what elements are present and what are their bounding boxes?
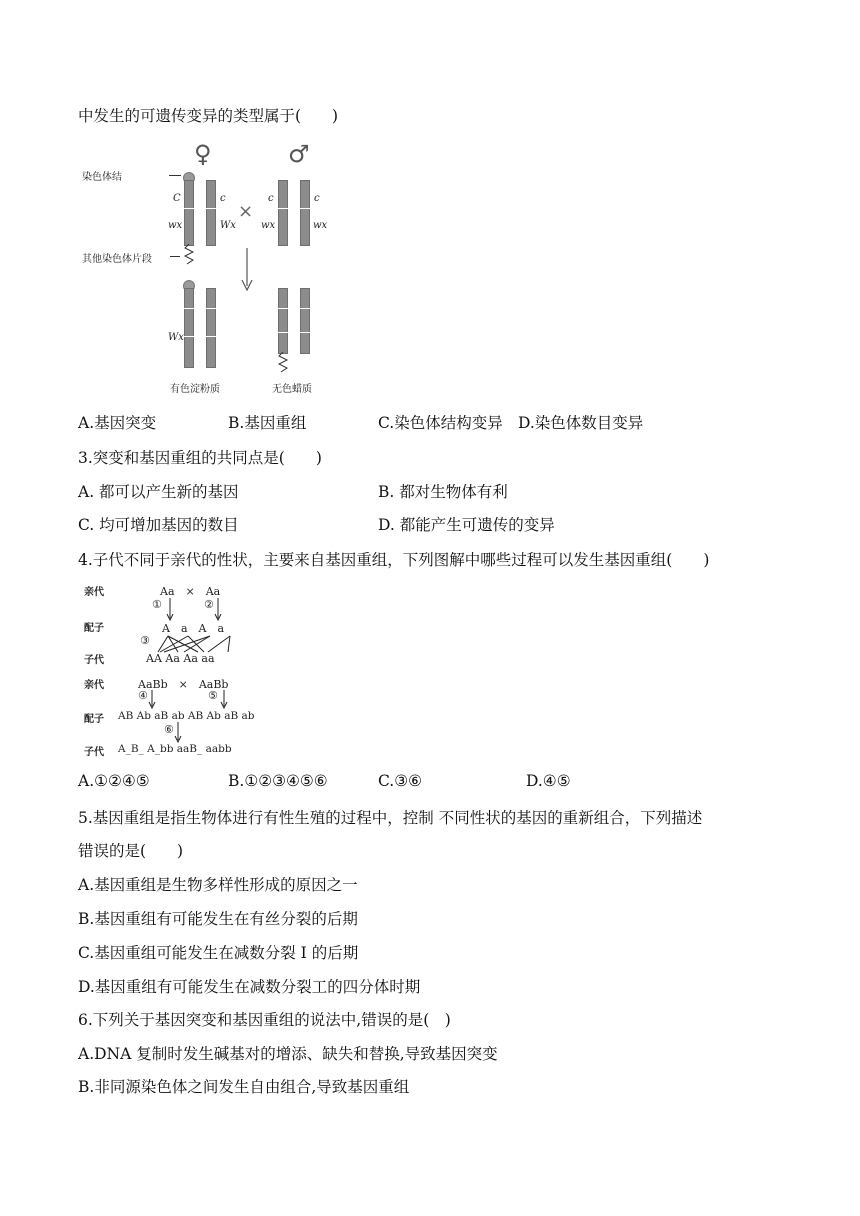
q4-option-a: A.①②④⑤ xyxy=(78,772,150,790)
q6-stem: 6.下列关于基因突变和基因重组的说法中,错误的是( ) xyxy=(78,1011,451,1029)
q2-option-a: A.基因突变 xyxy=(78,414,157,432)
q4-option-c: C.③⑥ xyxy=(378,772,423,790)
step-6: ⑥ xyxy=(164,723,174,736)
gametes-2: AB Ab aB ab AB Ab aB ab xyxy=(118,710,255,722)
q6-option-a: A.DNA 复制时发生碱基对的增添、缺失和替换,导致基因突变 xyxy=(78,1045,498,1063)
q3-stem: 3.突变和基因重组的共同点是( ) xyxy=(78,449,322,467)
q4-stem: 4.子代不同于亲代的性状，主要来自基因重组，下列图解中哪些过程可以发生基因重组( ) xyxy=(78,551,710,569)
genetic-cross-figure xyxy=(78,578,278,760)
label-fragment: 其他染色体片段 xyxy=(82,254,152,265)
chromosome-figure xyxy=(78,136,378,398)
chromosome-male-2 xyxy=(300,180,310,246)
q2-option-c: C.染色体结构变异 xyxy=(378,414,503,432)
q3-option-b: B. 都对生物体有利 xyxy=(378,483,508,501)
chromosome-recombined-1 xyxy=(184,288,194,368)
gene-wx-male-2: wx xyxy=(313,220,328,231)
chromosome-male-1 xyxy=(278,180,288,246)
q4-option-b: B.①②③④⑤⑥ xyxy=(228,772,328,790)
offspring-2: A_B_ A_bb aaB_ aabb xyxy=(118,743,232,755)
caption-colored-starchy: 有色淀粉质 xyxy=(170,384,220,395)
caption-colorless-waxy: 无色蜡质 xyxy=(272,384,312,395)
gene-wx-male-1: wx xyxy=(261,220,276,231)
gene-Wx-recombined: Wx xyxy=(168,332,184,343)
gene-Wx: Wx xyxy=(220,220,236,231)
male-symbol: ♂ xyxy=(288,140,310,168)
row-offspring-2: 子代 xyxy=(84,747,104,758)
gene-C: C xyxy=(173,193,181,204)
female-symbol: ♀ xyxy=(194,140,212,168)
chromosome-recombined-3 xyxy=(278,288,288,354)
chromosome-recombined-4 xyxy=(300,288,310,354)
chromosome-recombined-2 xyxy=(206,288,216,368)
row-gamete-1: 配子 xyxy=(84,623,104,634)
row-parent-1: 亲代 xyxy=(84,587,104,598)
gametes-1: A a A a xyxy=(162,622,225,635)
gene-c-male-2: c xyxy=(314,193,320,204)
chromosome-female-2 xyxy=(206,180,216,246)
q5-option-c: C.基因重组可能发生在减数分裂 I 的后期 xyxy=(78,944,359,962)
q5-stem-line1: 5.基因重组是指生物体进行有性生殖的过程中，控制 不同性状的基因的重新组合，下列描述 xyxy=(78,809,703,827)
row-offspring-1: 子代 xyxy=(84,655,104,666)
q5-option-d: D.基因重组有可能发生在减数分裂工的四分体时期 xyxy=(78,978,421,996)
fragment-squiggle-2 xyxy=(276,352,292,374)
step-4: ④ xyxy=(138,689,148,702)
parents-1: Aa × Aa xyxy=(160,585,221,598)
row-parent-2: 亲代 xyxy=(84,680,104,691)
q5-stem-line2: 错误的是( ) xyxy=(78,842,184,860)
q2-stem-tail: 中发生的可遗传变异的类型属于( ) xyxy=(78,107,339,125)
row-gamete-2: 配子 xyxy=(84,714,104,725)
q2-option-d: D.染色体数目变异 xyxy=(518,414,644,432)
chromosome-female-1 xyxy=(184,180,194,246)
gene-c-male-1: c xyxy=(268,193,274,204)
fragment-squiggle xyxy=(182,244,198,266)
label-knob: 染色体结 xyxy=(82,172,122,183)
knob-leader xyxy=(169,175,181,176)
q6-option-b: B.非同源染色体之间发生自由组合,导致基因重组 xyxy=(78,1078,410,1096)
step-2: ② xyxy=(204,598,214,611)
q3-option-a: A. 都可以产生新的基因 xyxy=(78,483,239,501)
q2-option-b: B.基因重组 xyxy=(228,414,307,432)
step-5: ⑤ xyxy=(208,689,218,702)
q5-option-b: B.基因重组有可能发生在有丝分裂的后期 xyxy=(78,910,358,928)
step-3: ③ xyxy=(140,634,150,647)
q4-option-d: D.④⑤ xyxy=(526,772,571,790)
offspring-1: AA Aa Aa aa xyxy=(146,652,215,665)
step-1: ① xyxy=(152,598,162,611)
q5-option-a: A.基因重组是生物多样性形成的原因之一 xyxy=(78,876,358,894)
gene-wx: wx xyxy=(168,220,183,231)
q3-option-d: D. 都能产生可遗传的变异 xyxy=(378,516,555,534)
gene-c: c xyxy=(220,193,226,204)
q3-option-c: C. 均可增加基因的数目 xyxy=(78,516,239,534)
parents-2: AaBb × AaBb xyxy=(138,678,229,691)
down-arrow-icon xyxy=(240,248,254,292)
cross-symbol: × xyxy=(238,201,254,222)
